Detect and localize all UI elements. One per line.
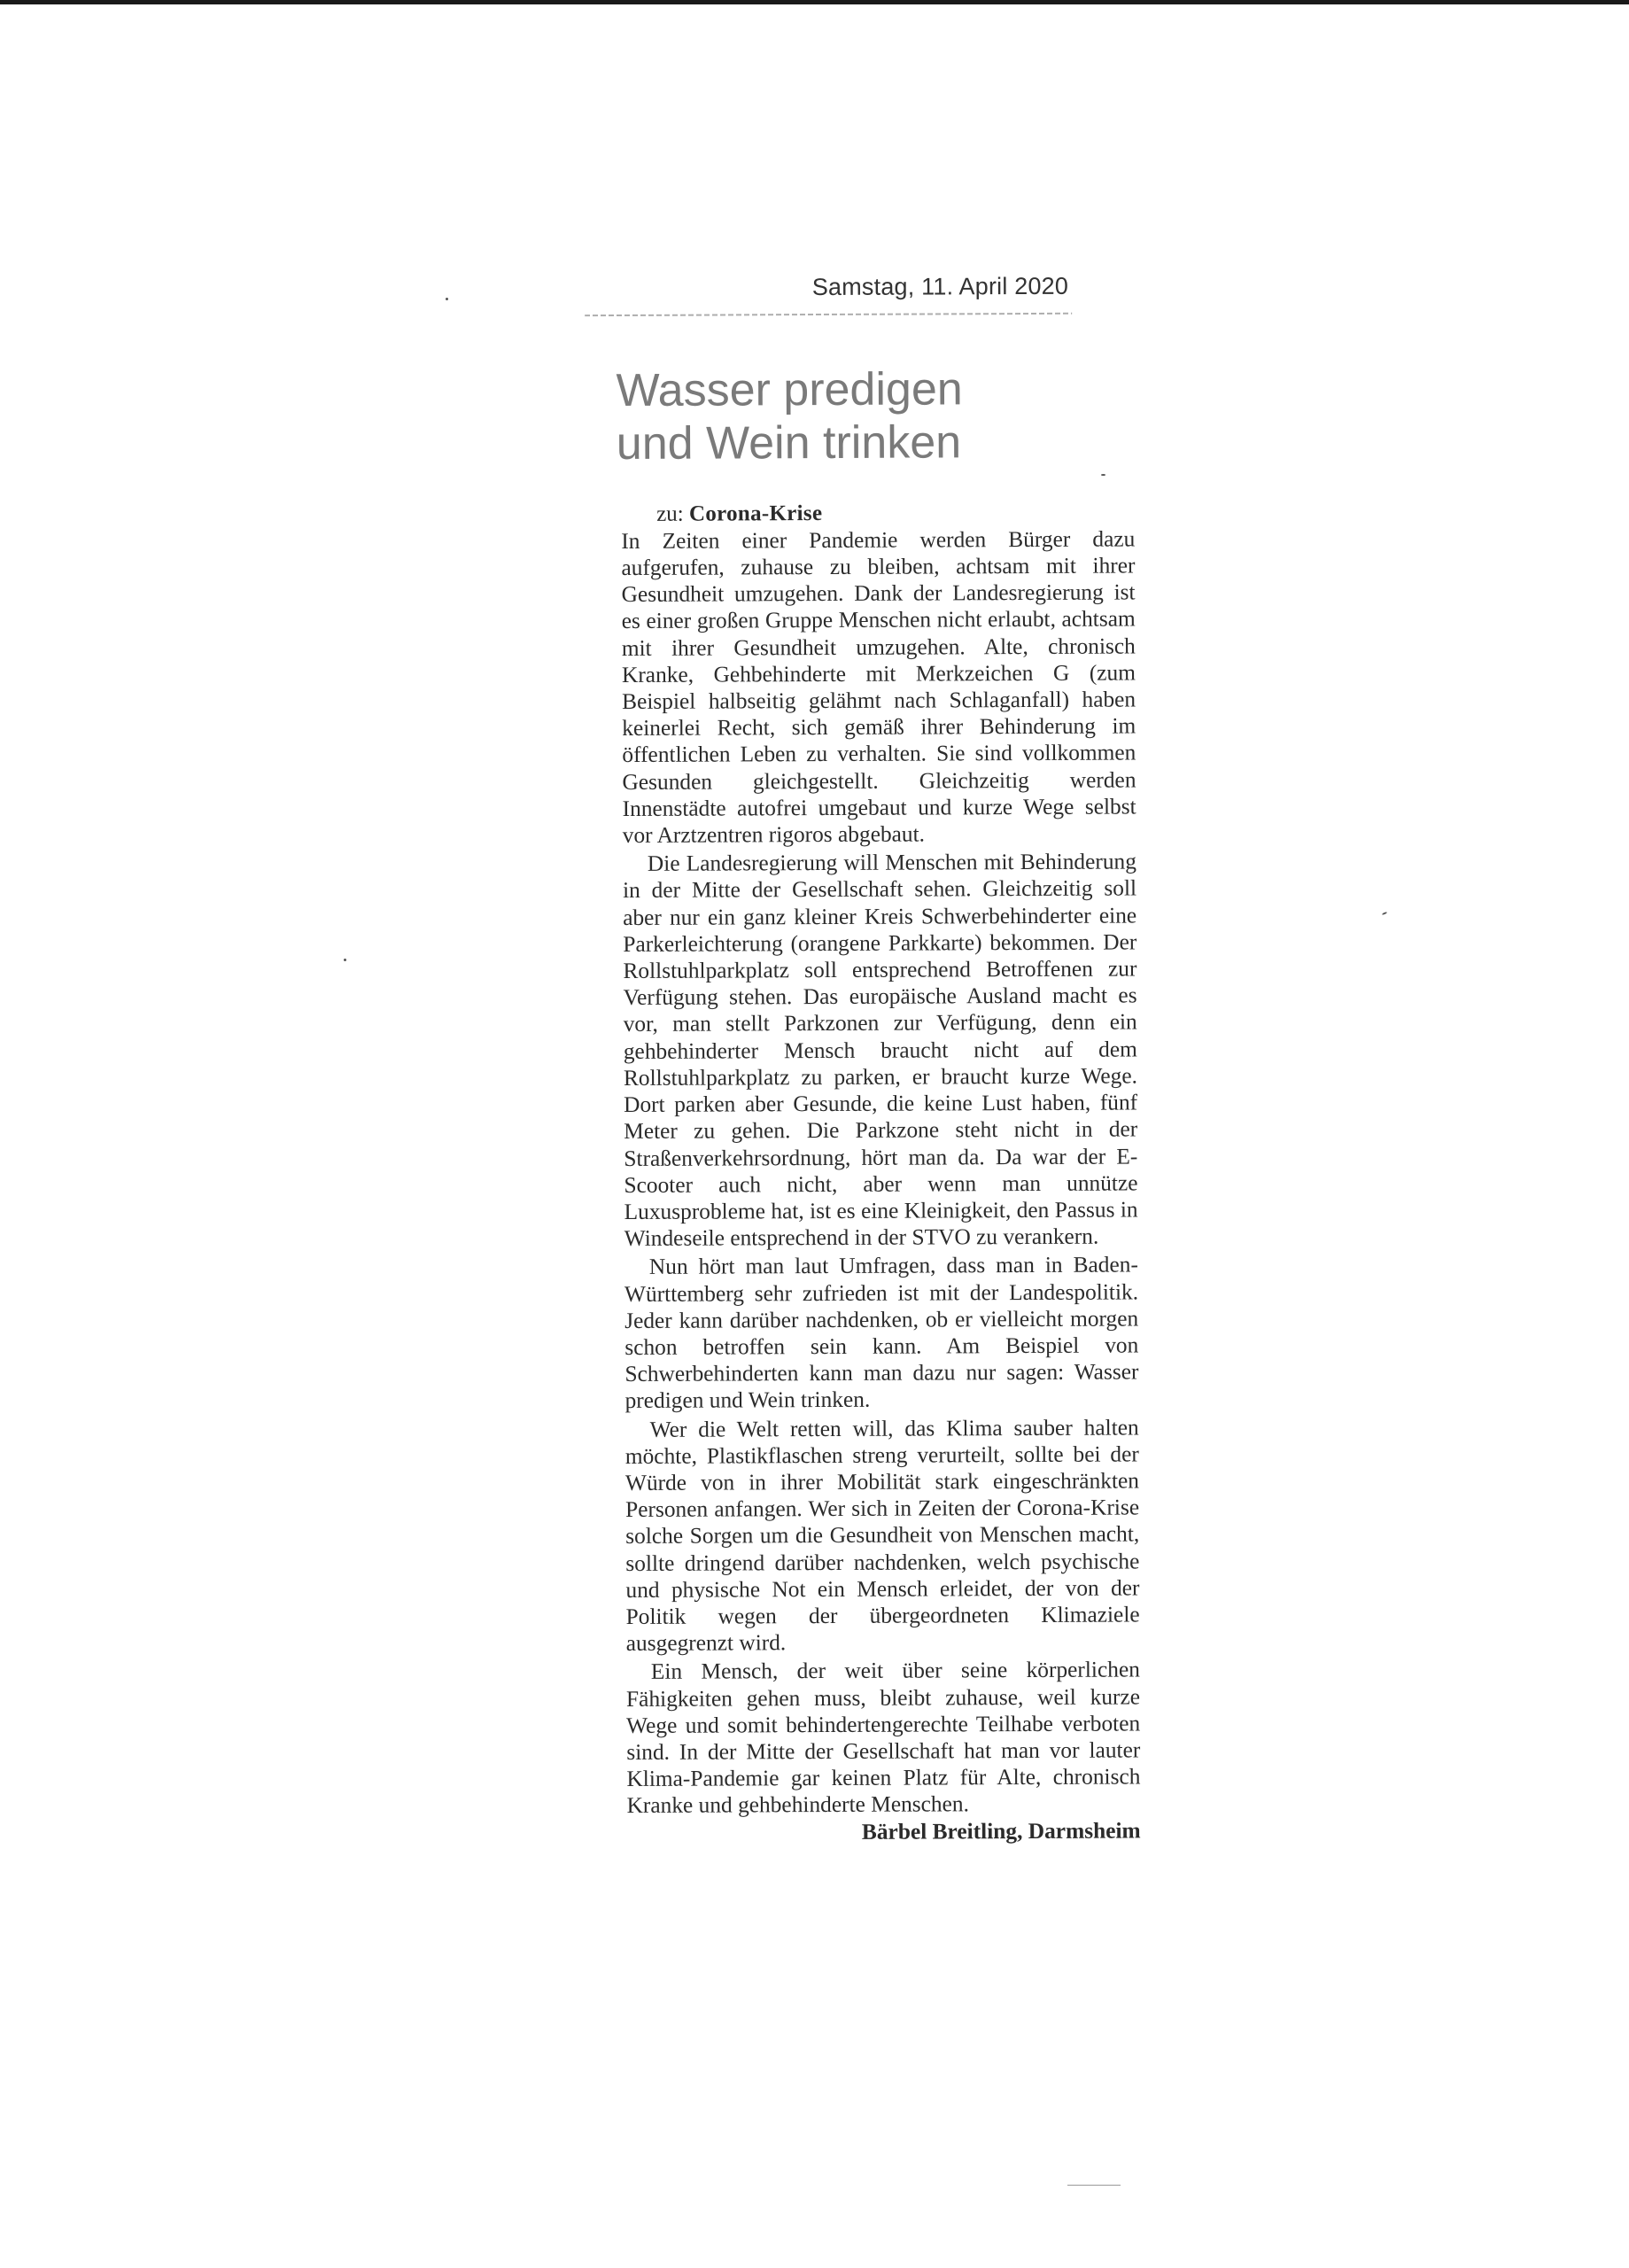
paragraph: In Zeiten einer Pandemie werden Bürger dazu aufgerufen, zuhause zu bleiben, achtsam mit ihrer Gesundheit umzugehen. Dank der Landesregierung ist es einer großen Gruppe Menschen nicht erlaubt, achtsam mit ihrer Gesundheit umzugehen. Alte, chronisch Kranke, Gehbehinderte mit Merkzeichen G (zum Beispiel halbseitig gelähmt nach Schlaganfall) haben keinerlei Recht, sich gemäß ihrer Behinderung im öffentlichen Leben zu verhalten. Sie sind vollkommen Gesunden gleichgestellt. Gleichzeitig werden Innenstädte autofrei umgebaut und kurze Wege selbst vor Arztzentren rigoros abgebaut.: [621, 526, 1136, 849]
paragraph: Wer die Welt retten will, das Klima sauber halten möchte, Plastikflaschen streng verurteilt, sollte bei der Würde von in ihrer Mobilität stark eingeschränkten Personen anfangen. Wer sich in Zeiten der Corona-Krise solche Sorgen um die Gesundheit von Menschen macht, sollte dringend darüber nachdenken, welch psychische und physische Not ein Mensch erleidet, der von der Politik wegen der übergeordneten Klimaziele ausgegrenzt wird.: [624, 1414, 1140, 1657]
scan-speck: [344, 959, 346, 961]
paragraph-with-signature: [625, 1657, 1141, 1845]
scan-speck: [1382, 912, 1387, 915]
headline-line-1: Wasser predigen: [616, 363, 963, 417]
paragraph: Nun hört man laut Umfragen, dass man in Baden-Württemberg sehr zufrieden ist mit der Landespolitik. Jeder kann darüber nachdenken, ob er vielleicht morgen schon betroffen sein kann. Am Beispiel von Schwerbehinderten kann man dazu nur sagen: Wasser predigen und Wein trinken.: [624, 1252, 1139, 1414]
paragraph: Die Landesregierung will Menschen mit Behinderung in der Mitte der Gesellschaft sehen. Gleichzeitig soll aber nur ein ganz kleiner Kreis Schwerbehinderter eine Parkerleichterung (orangene Parkkarte) bekommen. Der Rollstuhlparkplatz soll entsprechend Betroffenen zur Verfügung stehen. Das europäische Ausland macht es vor, man stellt Parkzonen zur Verfügung, denn ein gehbehinderter Mensch braucht nicht auf dem Rollstuhlparkplatz zu parken, er braucht kurze Wege. Dort parken aber Gesunde, die keine Lust haben, fünf Meter zu gehen. Die Parkzone steht nicht in der Straßenverkehrsordnung, hört man da. Da war der E-Scooter auch nicht, aber wenn man unnütze Luxusprobleme hat, ist es eine Kleinigkeit, den Passus in Windeseile entsprechend in der STVO zu verankern.: [622, 849, 1138, 1252]
scan-edge: [0, 0, 1629, 4]
publication-date: Samstag, 11. April 2020: [811, 272, 1069, 301]
letter-body: [621, 525, 1141, 1845]
scan-speck: [1101, 474, 1105, 476]
scan-speck: [446, 298, 448, 300]
scan-speck: [1067, 2185, 1121, 2186]
headline-line-2: und Wein trinken: [616, 416, 962, 470]
paragraph: Ein Mensch, der weit über seine körperlichen Fähigkeiten gehen muss, bleibt zuhause, weil kurze Wege und somit behindertengerechte Teilhabe verboten sind. In der Mitte der Gesellschaft hat man vor lauter Klima-Pandemie gar keinen Platz für Alte, chronisch Kranke und gehbehinderte Menschen.: [625, 1657, 1141, 1819]
author-signature: Bärbel Breitling, Darmsheim: [861, 1818, 1141, 1845]
subject-topic: Corona-Krise: [688, 501, 823, 526]
subject-prefix: zu:: [656, 501, 684, 526]
letter-clipping: [616, 272, 1141, 1845]
header-rule: [585, 313, 1072, 316]
headline: [616, 361, 1135, 470]
subject-line: [656, 499, 1135, 527]
